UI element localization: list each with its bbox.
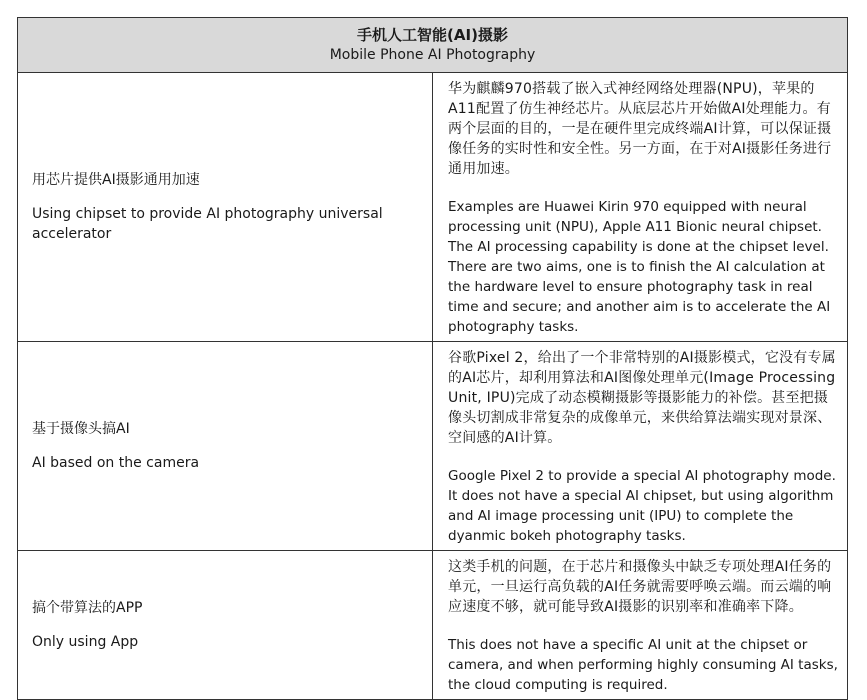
table-row	[18, 73, 848, 342]
description-en: This does not have a specific AI unit at the chipset or camera, and when performing highly consuming AI tasks, the cloud computing is required.	[448, 637, 838, 693]
category-cell	[18, 342, 433, 551]
table-title-zh: 手机人工智能(AI)摄影	[357, 26, 508, 44]
category-zh: 基于摄像头搞AI	[32, 421, 130, 437]
table-row	[18, 342, 848, 551]
category-en: AI based on the camera	[32, 455, 200, 471]
category-cell	[18, 551, 433, 700]
table-header-row	[18, 18, 848, 73]
comparison-table	[17, 17, 848, 700]
category-zh: 搞个带算法的APP	[32, 600, 143, 616]
category-en: Using chipset to provide AI photography universal accelerator	[32, 206, 383, 242]
description-en: Google Pixel 2 to provide a special AI photography mode. It does not have a special AI chipset, but using algorithm and AI image processing unit (IPU) to complete the dyanmic bokeh photography tasks.	[448, 468, 836, 544]
description-cell	[433, 342, 848, 551]
category-zh: 用芯片提供AI摄影通用加速	[32, 172, 200, 188]
description-zh: 华为麒麟970搭载了嵌入式神经网络处理器(NPU)，苹果的A11配置了仿生神经芯片。从底层芯片开始做AI处理能力。有两个层面的目的，一是在硬件里完成终端AI计算，可以保证摄像任务的实时性和安全性。另一方面，在于对AI摄影任务进行通用加速。	[448, 81, 832, 177]
table-row	[18, 551, 848, 700]
category-en: Only using App	[32, 634, 139, 650]
description-zh: 谷歌Pixel 2，给出了一个非常特别的AI摄影模式，它没有专属的AI芯片，却利用算法和AI图像处理单元(Image Processing Unit, IPU)完成了动态模糊摄影等摄影能力的补偿。甚至把摄像头切割成非常复杂的成像单元，来供给算法端实现对景深、空间感的AI计算。	[448, 350, 836, 446]
table-header	[18, 18, 848, 73]
table-title-en: Mobile Phone AI Photography	[329, 47, 536, 63]
description-cell	[433, 551, 848, 700]
category-cell	[18, 73, 433, 342]
description-en: Examples are Huawei Kirin 970 equipped with neural processing unit (NPU), Apple A11 Bionic neural chipset. The AI processing capability is done at the chipset level. There are two aims, one is to finish the AI calculation at the hardware level to ensure photography task in real time and secure; and another aim is to accelerate the AI photography tasks.	[448, 199, 831, 335]
description-zh: 这类手机的问题，在于芯片和摄像头中缺乏专项处理AI任务的单元，一旦运行高负载的AI任务就需要呼唤云端。而云端的响应速度不够，就可能导致AI摄影的识别率和准确率下降。	[448, 559, 832, 615]
description-cell	[433, 73, 848, 342]
